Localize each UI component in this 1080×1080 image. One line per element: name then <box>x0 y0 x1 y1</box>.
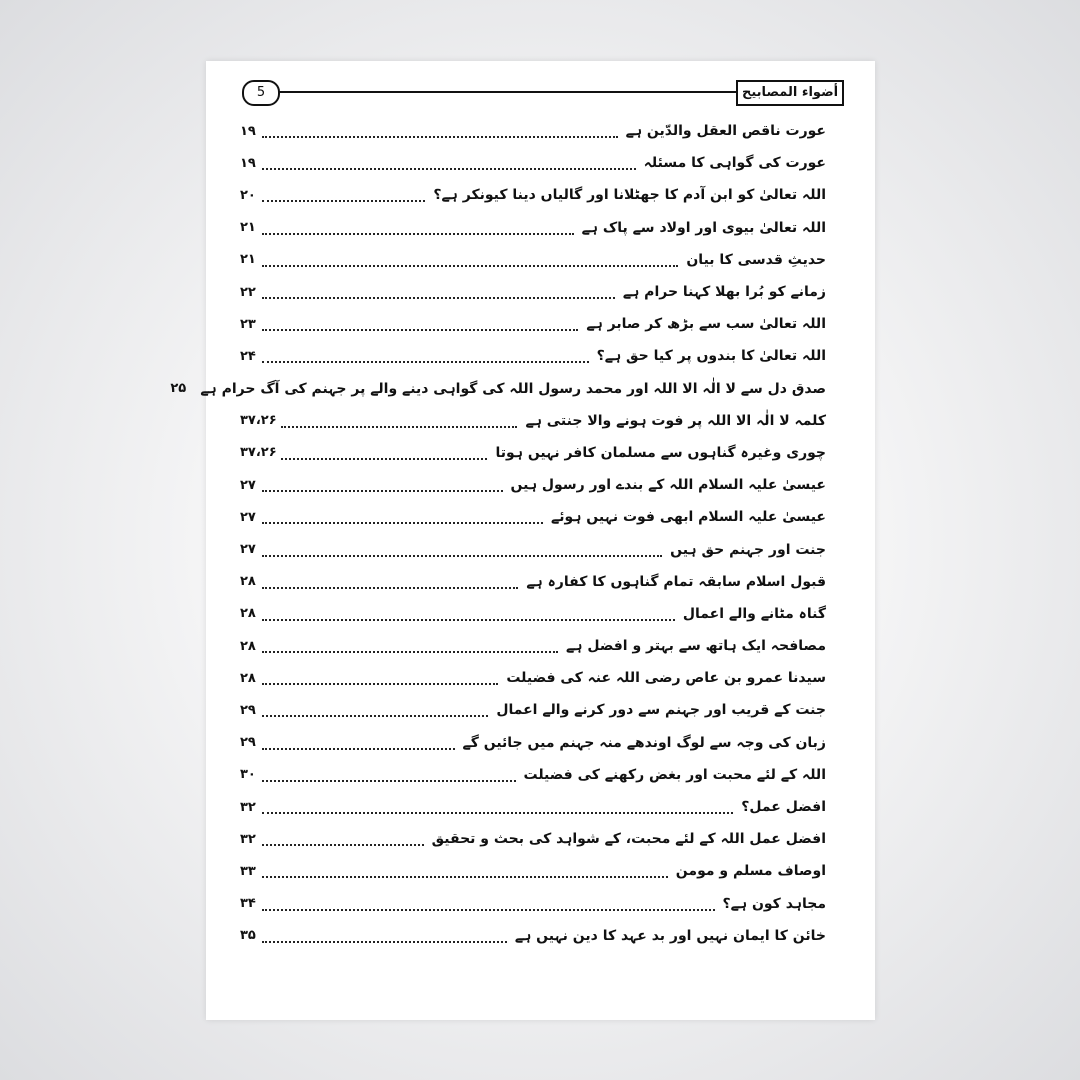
running-header-title: أضواء المصابيح <box>736 80 844 106</box>
toc-entry <box>240 405 826 437</box>
dot-leader <box>262 715 488 717</box>
toc-entry-title: اللہ تعالیٰ بیوی اور اولاد سے پاک ہے <box>581 219 826 236</box>
toc-entry-title: مصافحہ ایک ہاتھ سے بہتر و افضل ہے <box>566 638 826 655</box>
toc-entry-title: جنت کے قریب اور جہنم سے دور کرنے والے اعمال <box>496 702 826 719</box>
toc-entry-page: ۲۷ <box>240 509 256 525</box>
dot-leader <box>262 587 518 589</box>
dot-leader <box>281 458 488 460</box>
toc-entry-title: اللہ کے لئے محبت اور بغض رکھنے کی فضیلت <box>523 766 826 783</box>
toc-entry <box>240 469 826 501</box>
toc-entry-page: ۲۴ <box>240 348 256 364</box>
dot-leader <box>262 490 503 492</box>
dot-leader <box>262 136 618 138</box>
toc-entry <box>240 340 826 372</box>
toc-entry <box>240 598 826 630</box>
toc-entry <box>240 179 826 211</box>
toc-entry-page: ۳۳ <box>240 863 256 879</box>
toc-entry-title: خائن کا ایمان نہیں اور بد عہد کا دین نہیں ہے <box>514 927 826 944</box>
dot-leader <box>262 200 425 202</box>
dot-leader <box>262 780 516 782</box>
toc-entry-title: مجاہد کون ہے؟ <box>722 895 826 912</box>
toc-entry <box>240 791 826 823</box>
dot-leader <box>262 522 543 524</box>
toc-entry <box>240 437 826 469</box>
toc-entry-title: قبول اسلام سابقہ تمام گناہوں کا کفارہ ہے <box>526 573 826 590</box>
toc-entry <box>240 823 826 855</box>
toc-entry <box>240 212 826 244</box>
toc-entry-title: عورت کی گواہی کا مسئلہ <box>643 155 826 172</box>
dot-leader <box>262 812 733 814</box>
toc-entry-title: کلمہ لا الٰہ الا اللہ پر فوت ہونے والا جنتی ہے <box>525 412 826 429</box>
toc-entry-title: سیدنا عمرو بن عاص رضی اللہ عنہ کی فضیلت <box>506 670 826 687</box>
toc-entry-title: زبان کی وجہ سے لوگ اوندھے منہ جہنم میں جائیں گے <box>462 734 826 751</box>
toc-entry-page: ۳۷،۲۶ <box>240 413 277 429</box>
toc-entry <box>240 759 826 791</box>
toc-entry-page: ۳۴ <box>240 896 256 912</box>
dot-leader <box>262 941 507 943</box>
dot-leader <box>262 555 662 557</box>
dot-leader <box>262 876 668 878</box>
dot-leader <box>262 297 615 299</box>
toc-entry-page: ۱۹ <box>240 123 256 139</box>
toc-entry-page: ۳۰ <box>240 767 256 783</box>
toc-entry <box>240 115 826 147</box>
toc-entry-title: اللہ تعالیٰ کا بندوں پر کیا حق ہے؟ <box>596 348 826 365</box>
toc-entry-page: ۲۷ <box>240 477 256 493</box>
dot-leader <box>262 651 558 653</box>
dot-leader <box>262 233 574 235</box>
toc-entry-page: ۲۸ <box>240 606 256 622</box>
toc-entry-title: عورت ناقص العقل والدّین ہے <box>625 123 826 140</box>
toc-entry <box>240 533 826 565</box>
toc-entry-page: ۲۸ <box>240 670 256 686</box>
toc-entry-page: ۳۲ <box>240 831 256 847</box>
toc-entry <box>240 308 826 340</box>
toc-entry-page: ۲۵ <box>170 381 187 397</box>
toc-entry-page: ۲۸ <box>240 638 256 654</box>
toc-entry-title: افضل عمل؟ <box>741 799 826 816</box>
toc-entry <box>240 727 826 759</box>
book-page <box>170 61 875 1020</box>
toc-entry-title: افضل عمل اللہ کے لئے محبت، کے شواہد کی بحث و تحقیق <box>431 831 826 848</box>
toc-entry-page: ۲۲ <box>240 284 256 300</box>
toc-entry-page: ۲۱ <box>240 220 256 236</box>
toc-entry-title: صدق دل سے لا الٰہ الا اللہ اور محمد رسول اللہ کی گواہی دینے والے پر جہنم کی آگ حرام ہے <box>200 380 826 397</box>
toc-entry <box>240 276 826 308</box>
toc-entry-title: عیسیٰ علیہ السلام ابھی فوت نہیں ہوئے <box>550 509 826 526</box>
toc-entry <box>240 244 826 276</box>
dot-leader <box>262 844 424 846</box>
dot-leader <box>262 361 589 363</box>
toc-entry-title: چوری وغیرہ گناہوں سے مسلمان کافر نہیں ہوتا <box>495 444 826 461</box>
toc-entry-title: عیسیٰ علیہ السلام اللہ کے بندے اور رسول ہیں <box>510 477 826 494</box>
dot-leader <box>262 265 678 267</box>
toc-entry <box>240 694 826 726</box>
toc-entry-page: ۲۹ <box>240 702 256 718</box>
toc-entry-title: زمانے کو بُرا بھلا کہنا حرام ہے <box>622 284 826 301</box>
toc-entry-page: ۳۷،۲۶ <box>240 445 277 461</box>
dot-leader <box>262 683 498 685</box>
toc-entry-page: ۳۲ <box>240 799 256 815</box>
dot-leader <box>262 748 455 750</box>
toc-entry-page: ۲۳ <box>240 316 256 332</box>
toc-entry-title: جنت اور جہنم حق ہیں <box>670 541 826 558</box>
dot-leader <box>262 168 636 170</box>
toc-entry <box>240 566 826 598</box>
dot-leader <box>262 329 578 331</box>
table-of-contents <box>170 115 826 952</box>
toc-entry-page: ۳۵ <box>240 928 256 944</box>
toc-entry-page: ۲۰ <box>240 187 256 203</box>
toc-entry-page: ۲۷ <box>240 542 256 558</box>
toc-entry <box>240 662 826 694</box>
toc-entry <box>240 888 826 920</box>
toc-entry-page: ۱۹ <box>240 155 256 171</box>
toc-entry <box>170 373 826 405</box>
dot-leader <box>262 619 675 621</box>
toc-entry <box>240 920 826 952</box>
toc-entry-title: اوصاف مسلم و مومن <box>675 863 826 880</box>
toc-entry-title: حدیثِ قدسی کا بیان <box>686 251 826 268</box>
dot-leader <box>262 909 715 911</box>
toc-entry-page: ۲۸ <box>240 574 256 590</box>
toc-entry-title: گناہ مٹانے والے اعمال <box>682 605 826 622</box>
toc-entry <box>240 855 826 887</box>
toc-entry <box>240 501 826 533</box>
page-number-badge: 5 <box>242 80 280 106</box>
toc-entry-title: اللہ تعالیٰ کو ابن آدم کا جھٹلانا اور گالیاں دینا کیونکر ہے؟ <box>433 187 826 204</box>
toc-entry-page: ۲۹ <box>240 735 256 751</box>
toc-entry-page: ۲۱ <box>240 252 256 268</box>
toc-entry <box>240 147 826 179</box>
toc-entry-title: اللہ تعالیٰ سب سے بڑھ کر صابر ہے <box>586 316 826 333</box>
dot-leader <box>281 426 518 428</box>
toc-entry <box>240 630 826 662</box>
